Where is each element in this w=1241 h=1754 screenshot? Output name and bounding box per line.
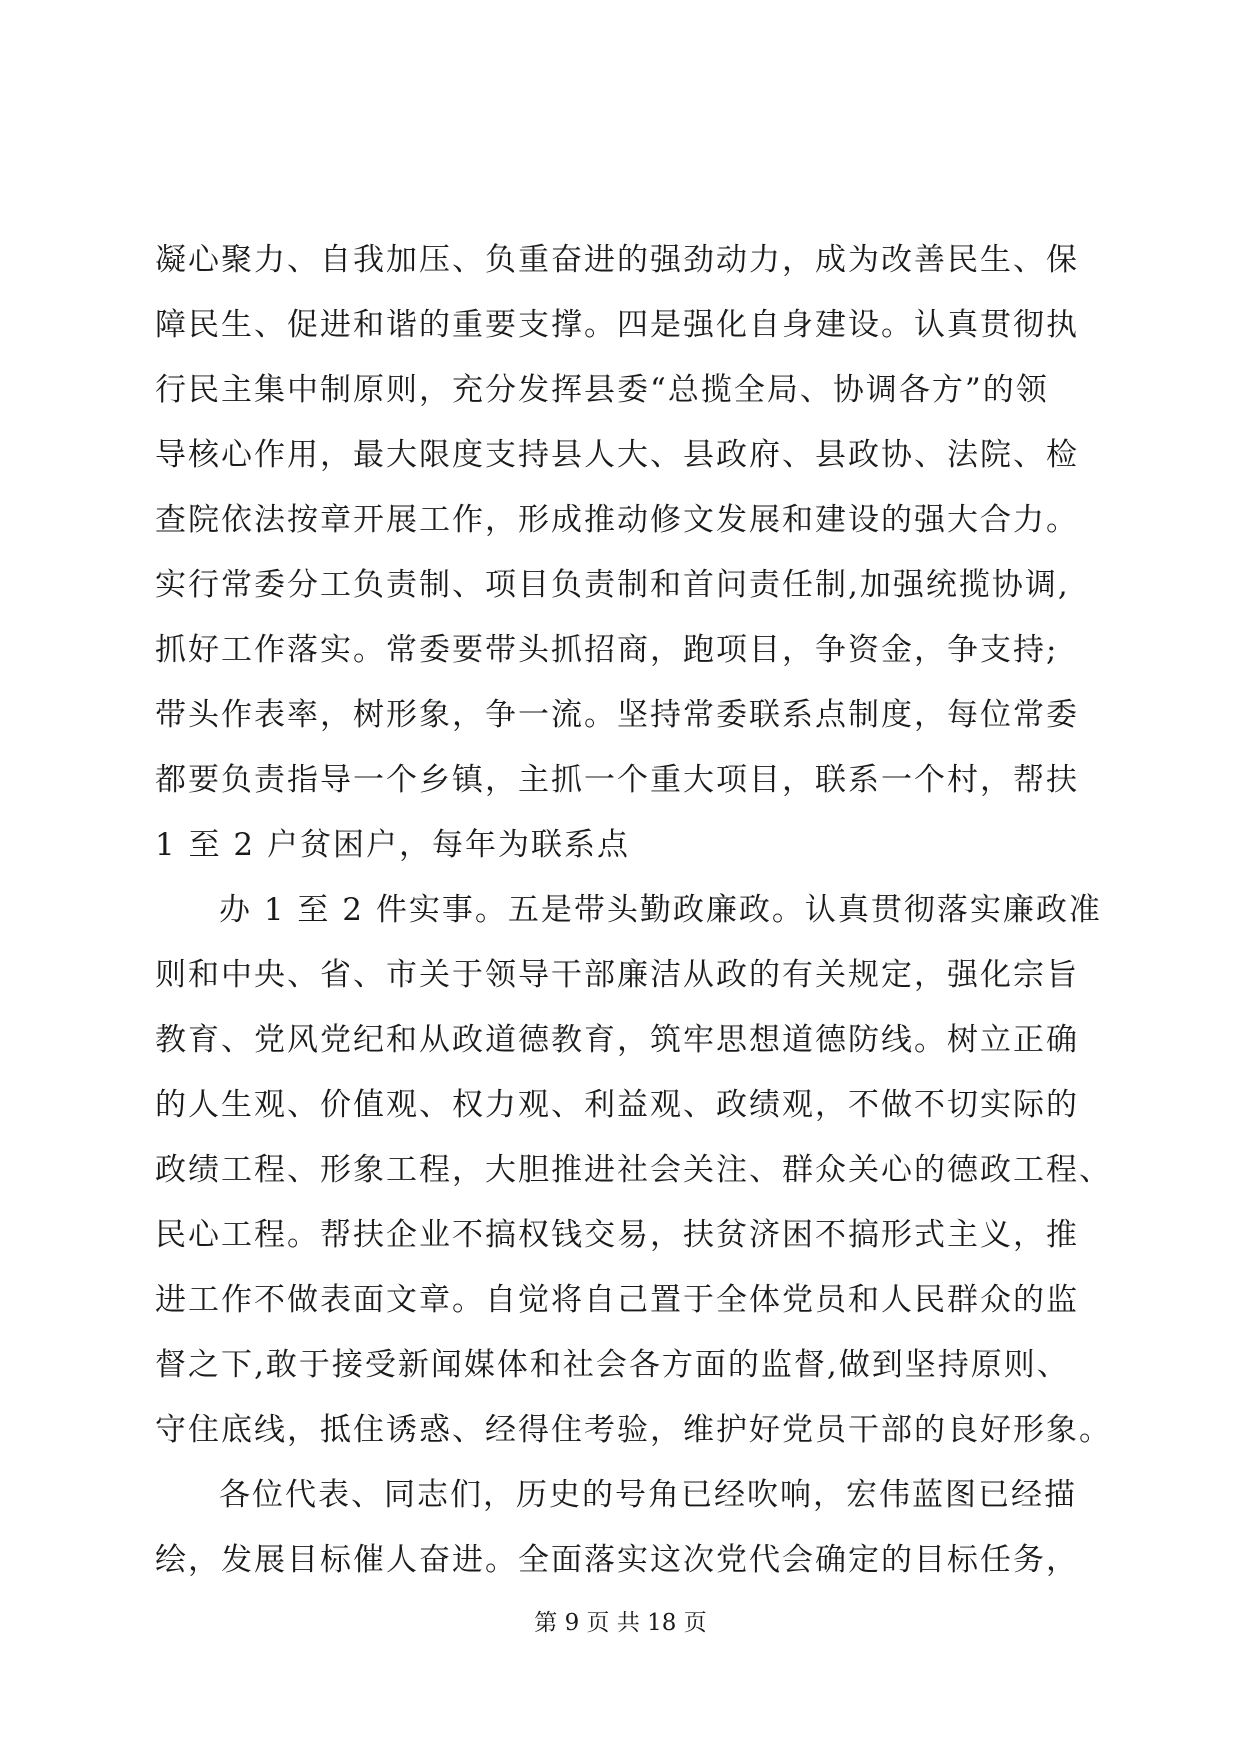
text-line: 实行常委分工负责制、项目负责制和首问责任制,加强统揽协调,: [155, 567, 1070, 603]
text-line: 民心工程。帮扶企业不搞权钱交易，扶贫济困不搞形式主义，推: [155, 1217, 1079, 1253]
text-line: 进工作不做表面文章。自觉将自己置于全体党员和人民群众的监: [155, 1282, 1079, 1318]
text-line: 绘，发展目标催人奋进。全面落实这次党代会确定的目标任务，: [155, 1542, 1079, 1578]
text-line: 障民生、促进和谐的重要支撑。四是强化自身建设。认真贯彻执: [155, 307, 1079, 343]
text-line: 抓好工作落实。常委要带头抓招商，跑项目，争资金，争支持;: [155, 632, 1059, 668]
body-text: [155, 228, 1112, 1593]
text-line: 带头作表率，树形象，争一流。坚持常委联系点制度，每位常委: [155, 697, 1079, 733]
text-line: 的人生观、价值观、权力观、利益观、政绩观，不做不切实际的: [155, 1087, 1079, 1123]
text-line: 各位代表、同志们，历史的号角已经吹响，宏伟蓝图已经描: [219, 1477, 1077, 1513]
text-line: 则和中央、省、市关于领导干部廉洁从政的有关规定，强化宗旨: [155, 957, 1079, 993]
text-line: 查院依法按章开展工作，形成推动修文发展和建设的强大合力。: [155, 502, 1079, 538]
text-line: 守住底线，抵住诱惑、经得住考验，维护好党员干部的良好形象。: [155, 1412, 1112, 1448]
text-line: 行民主集中制原则，充分发挥县委“总揽全局、协调各方”的领: [155, 372, 1049, 408]
page-footer: 第 9 页 共 18 页: [534, 1610, 707, 1636]
text-line: 都要负责指导一个乡镇，主抓一个重大项目，联系一个村，帮扶: [155, 762, 1079, 798]
text-line: 政绩工程、形象工程，大胆推进社会关注、群众关心的德政工程、: [155, 1152, 1112, 1188]
text-line: 督之下,敢于接受新闻媒体和社会各方面的监督,做到坚持原则、: [155, 1347, 1070, 1383]
text-line: 凝心聚力、自我加压、负重奋进的强劲动力，成为改善民生、保: [155, 242, 1079, 278]
text-line: 导核心作用，最大限度支持县人大、县政府、县政协、法院、检: [155, 437, 1079, 473]
text-line: 1 至 2 户贫困户，每年为联系点: [155, 827, 631, 863]
text-line: 办 1 至 2 件实事。五是带头勤政廉政。认真贯彻落实廉政准: [219, 892, 1102, 928]
text-line: 教育、党风党纪和从政道德教育，筑牢思想道德防线。树立正确: [155, 1022, 1079, 1058]
